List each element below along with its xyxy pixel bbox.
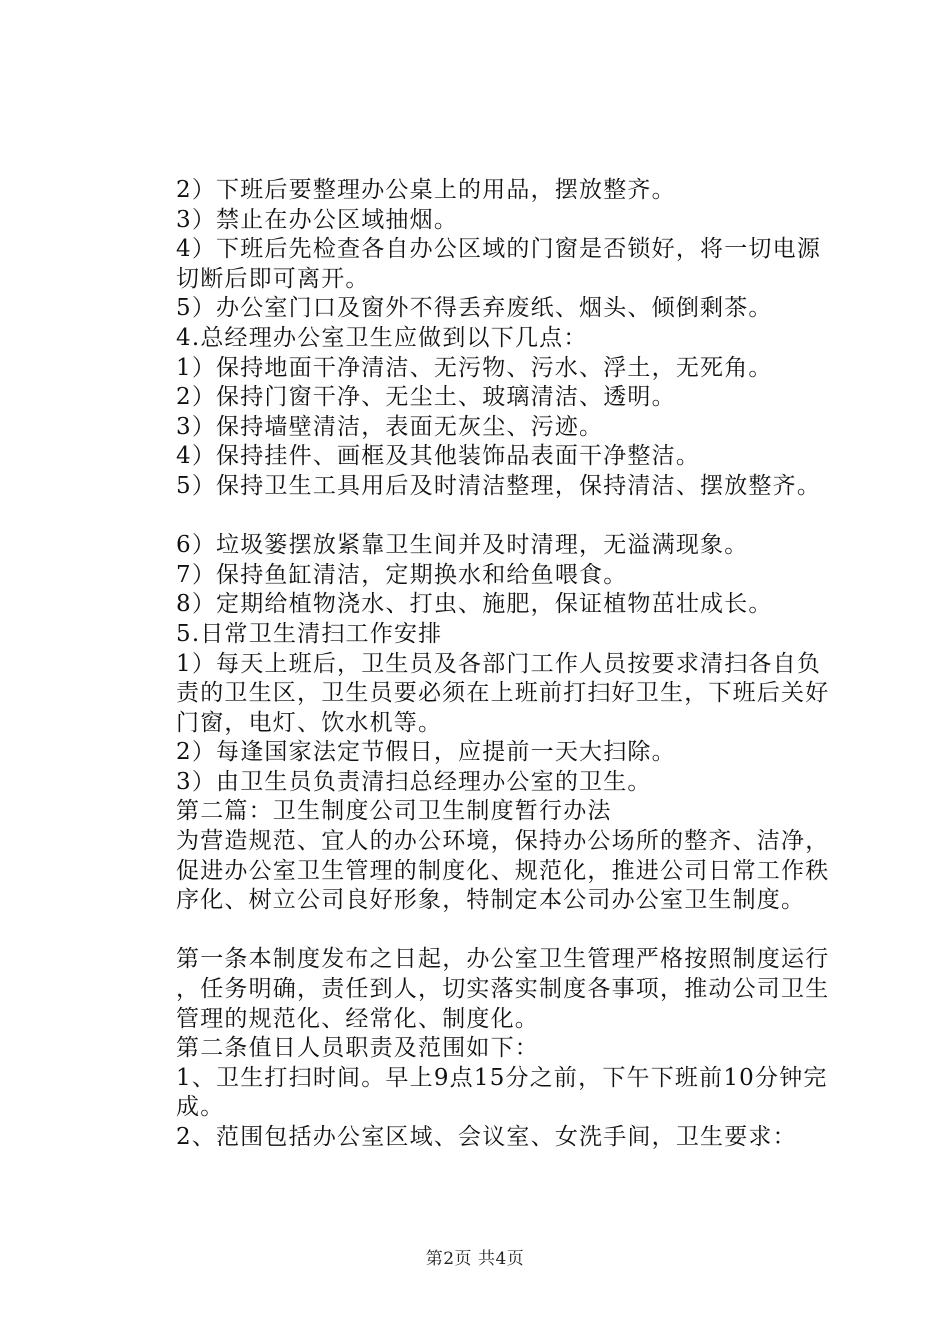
paragraph: 第二条值日人员职责及范围如下：: [176, 1035, 539, 1062]
paragraph: 6）垃圾篓摆放紧靠卫生间并及时清理，无溢满现象。: [176, 532, 749, 559]
paragraph: 7）保持鱼缸清洁，定期换水和给鱼喂食。: [176, 561, 628, 588]
paragraph: 2、范围包括办公室区域、会议室、女洗手间，卫生要求：: [176, 1124, 797, 1150]
paragraph: 3）禁止在办公区域抽烟。: [176, 206, 459, 233]
page-number: 第2页 共4页: [425, 1249, 525, 1269]
paragraph: 1）保持地面干净清洁、无污物、污水、浮土，无死角。: [176, 354, 773, 381]
paragraph: 3）由卫生员负责清扫总经理办公室的卫生。: [176, 768, 652, 795]
paragraph: 2）下班后要整理办公桌上的用品，摆放整齐。: [176, 177, 676, 203]
paragraph-gap: [130, 916, 830, 946]
paragraph: 1）每天上班后，卫生员及各部门工作人员按要求清扫各自负责的卫生区，卫生员要必须在上班前打扫好卫生，下班后关好门窗，电灯、饮水机等。: [176, 650, 830, 736]
section-heading: 4.总经理办公室卫生应做到以下几点：: [176, 324, 588, 351]
chapter-title: 第二篇：卫生制度公司卫生制度暂行办法: [176, 798, 612, 825]
paragraph: 1、卫生打扫时间。早上9点15分之前，下午下班前10分钟完成。: [176, 1064, 828, 1121]
paragraph: 5）保持卫生工具用后及时清洁整理，保持清洁、摆放整齐。: [176, 472, 822, 499]
paragraph: 2）保持门窗干净、无尘土、玻璃清洁、透明。: [176, 384, 676, 411]
document-body: [130, 176, 830, 1153]
paragraph: 4）保持挂件、画框及其他装饰品表面干净整洁。: [176, 443, 701, 470]
paragraph: 为营造规范、宜人的办公环境，保持办公场所的整齐、洁净，促进办公室卫生管理的制度化、规范化，推进公司日常工作秩序化、树立公司良好形象，特制定本公司办公室卫生制度。: [176, 828, 830, 914]
paragraph: 2）每逢国家法定节假日，应提前一天大扫除。: [176, 739, 676, 766]
paragraph: 3）保持墙壁清洁，表面无灰尘、污迹。: [176, 413, 604, 440]
paragraph: 8）定期给植物浇水、打虫、施肥，保证植物茁壮成长。: [176, 591, 773, 618]
paragraph: 5）办公室门口及窗外不得丢弃废纸、烟头、倾倒剩茶。: [176, 295, 773, 322]
paragraph: 4）下班后先检查各自办公区域的门窗是否锁好，将一切电源切断后即可离开。: [176, 236, 822, 292]
paragraph-gap: [130, 502, 830, 532]
paragraph: 第一条本制度发布之日起，办公室卫生管理严格按照制度运行，任务明确，责任到人，切实落实制度各事项，推动公司卫生管理的规范化、经常化、制度化。: [176, 946, 830, 1032]
section-heading: 5.日常卫生清扫工作安排: [176, 620, 443, 647]
